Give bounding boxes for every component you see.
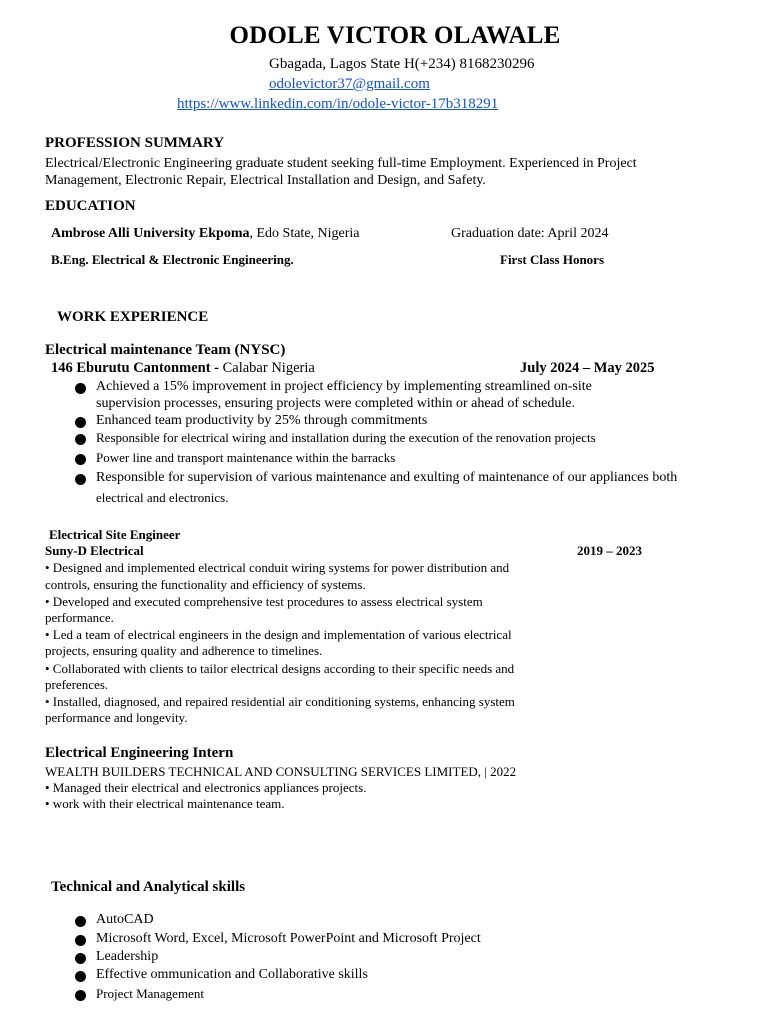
job1-place: Calabar Nigeria <box>222 360 315 376</box>
job1-bullet-5a: Responsible for supervision of various maintenance and exulting of maintenance of our appliances both <box>96 470 678 485</box>
work-heading: WORK EXPERIENCE <box>57 309 209 325</box>
job2-title: Electrical Site Engineer <box>49 527 181 542</box>
education-school-row <box>51 226 360 242</box>
school-location: , Edo State, Nigeria <box>249 226 360 241</box>
job1-bullet-1b: supervision processes, ensuring projects were completed within or ahead of schedule. <box>96 396 575 411</box>
honors: First Class Honors <box>500 252 604 267</box>
bullet-icon <box>75 474 86 485</box>
skill-item-4: Effective ommunication and Collaborative skills <box>96 967 368 982</box>
job1-title: Electrical maintenance Team (NYSC) <box>45 342 286 358</box>
skill-item-2: Microsoft Word, Excel, Microsoft PowerPoint and Microsoft Project <box>96 931 481 946</box>
job2-line-9: • Installed, diagnosed, and repaired residential air conditioning systems, enhancing system <box>45 694 515 709</box>
job1-org-row <box>51 360 315 377</box>
job2-line-3: • Developed and executed comprehensive test procedures to assess electrical system <box>45 594 483 609</box>
job3-company: WEALTH BUILDERS TECHNICAL AND CONSULTING SERVICES LIMITED, | 2022 <box>45 764 517 779</box>
job1-org: 146 Eburutu Cantonment - <box>51 360 223 376</box>
job2-line-10: performance and longevity. <box>45 710 188 725</box>
bullet-icon <box>75 935 86 946</box>
job2-line-4: performance. <box>45 610 114 625</box>
bullet-icon <box>75 971 86 982</box>
bullet-icon <box>75 417 86 428</box>
summary-line-2: Management, Electronic Repair, Electrical Installation and Design, and Safety. <box>45 173 486 188</box>
job1-bullet-3: Responsible for electrical wiring and installation during the execution of the renovation projects <box>96 430 596 445</box>
job2-line-1: • Designed and implemented electrical conduit wiring systems for power distribution and <box>45 560 510 575</box>
bullet-icon <box>75 454 86 465</box>
bullet-icon <box>75 916 86 927</box>
candidate-name: ODOLE VICTOR OLAWALE <box>229 22 561 49</box>
graduation-date: Graduation date: April 2024 <box>451 226 609 241</box>
summary-heading: PROFESSION SUMMARY <box>45 135 225 151</box>
job1-bullet-5b: electrical and electronics. <box>96 490 229 505</box>
degree: B.Eng. Electrical & Electronic Engineering. <box>51 252 294 267</box>
job3-line-2: • work with their electrical maintenance team. <box>45 796 285 811</box>
bullet-icon <box>75 990 86 1001</box>
address-phone: Gbagada, Lagos State H(+234) 8168230296 <box>269 56 535 72</box>
job1-bullet-1a: Achieved a 15% improvement in project efficiency by implementing streamlined on-site <box>96 379 592 394</box>
job1-bullet-4: Power line and transport maintenance within the barracks <box>96 450 396 465</box>
job2-dates: 2019 – 2023 <box>577 543 642 558</box>
job1-bullet-2: Enhanced team productivity by 25% through commitments <box>96 413 428 428</box>
job2-line-2: controls, ensuring the functionality and efficiency of systems. <box>45 577 366 592</box>
skills-heading: Technical and Analytical skills <box>51 879 246 895</box>
job2-line-7: • Collaborated with clients to tailor electrical designs according to their specific needs and <box>45 661 515 676</box>
email-link[interactable]: odolevictor37@gmail.com <box>269 76 430 92</box>
school-name: Ambrose Alli University Ekpoma <box>51 226 250 241</box>
job2-company: Suny-D Electrical <box>45 543 144 558</box>
linkedin-link[interactable]: https://www.linkedin.com/in/odole-victor-17b318291 <box>177 96 499 112</box>
bullet-icon <box>75 953 86 964</box>
job2-line-6: projects, ensuring quality and adherence to timelines. <box>45 643 323 658</box>
job3-title: Electrical Engineering Intern <box>45 745 234 761</box>
job2-line-5: • Led a team of electrical engineers in the design and implementation of various electrical <box>45 627 512 642</box>
job2-line-8: preferences. <box>45 677 109 692</box>
job1-dates: July 2024 – May 2025 <box>520 360 655 376</box>
education-heading: EDUCATION <box>45 198 136 214</box>
bullet-icon <box>75 434 86 445</box>
skill-item-3: Leadership <box>96 949 159 964</box>
bullet-icon <box>75 383 86 394</box>
skill-item-1: AutoCAD <box>96 912 154 927</box>
skill-item-5: Project Management <box>96 986 204 1001</box>
job3-line-1: • Managed their electrical and electronics appliances projects. <box>45 780 367 795</box>
summary-line-1: Electrical/Electronic Engineering graduate student seeking full-time Employment. Experienced in Project <box>45 156 637 171</box>
